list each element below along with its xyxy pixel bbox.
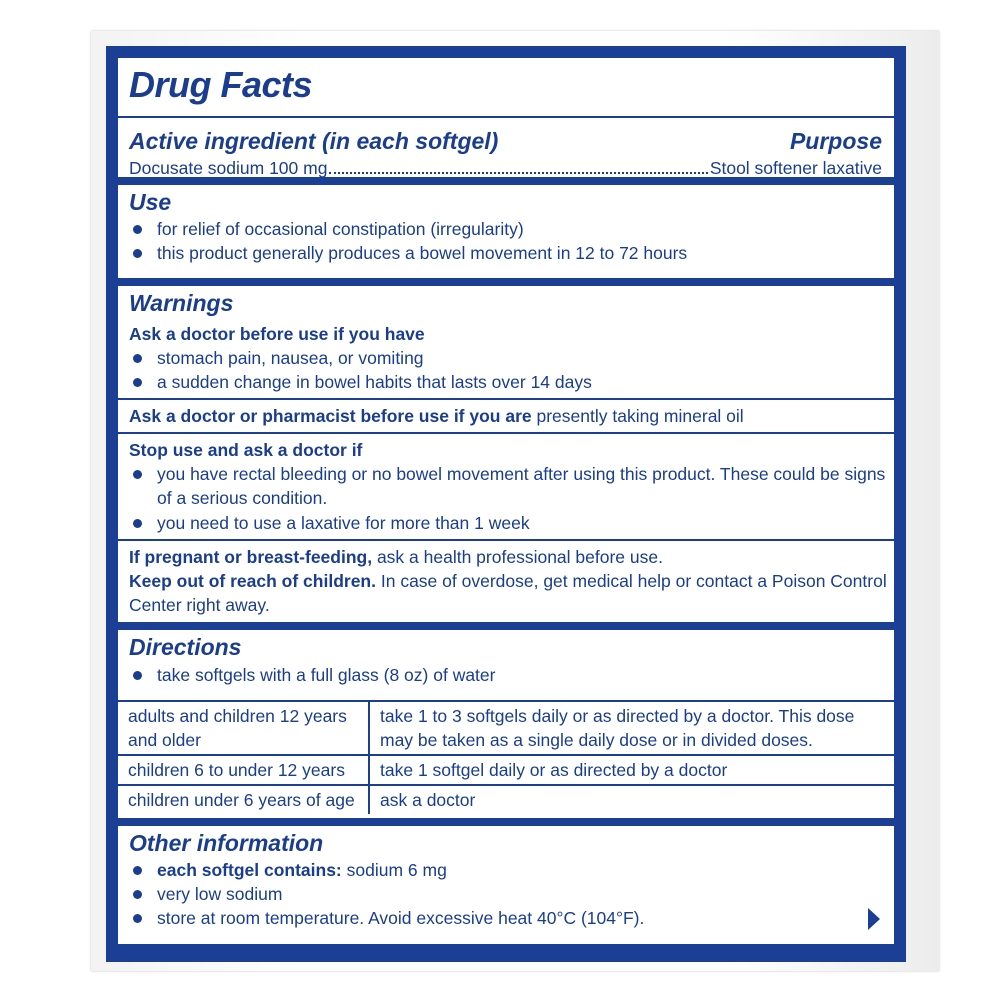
active-ingredient-section — [118, 58, 894, 177]
bullet-icon — [133, 470, 142, 479]
bullet-icon — [133, 378, 142, 387]
active-ingredient-heading: Active ingredient (in each softgel) — [129, 128, 499, 154]
other-information-section: Other information each softgel contains: sodium 6 mg very low sodium store at room temperature. Avoid excessive heat 40°C (104°F). — [118, 826, 894, 944]
table-cell: children 6 to under 12 years — [118, 755, 369, 785]
warnings-divider — [118, 539, 894, 541]
ask-pharmacist-line: Ask a doctor or pharmacist before use if you are presently taking mineral oil — [129, 406, 744, 426]
other-information-heading: Other information — [129, 830, 324, 856]
bullet-icon — [133, 225, 142, 234]
purpose-heading: Purpose — [789, 128, 882, 154]
table-cell: children under 6 years of age — [118, 785, 369, 814]
use-section: Use for relief of occasional constipation (irregularity) this product generally produces a bowel movement in 12 to 72 hours — [118, 185, 894, 278]
drug-facts-label — [106, 46, 906, 962]
ask-doctor-heading: Ask a doctor before use if you have — [129, 324, 425, 344]
bullet-icon — [133, 671, 142, 680]
ingredient-purpose: Stool softener laxative — [709, 158, 882, 178]
bullet-icon — [133, 890, 142, 899]
dot-leader — [329, 157, 707, 174]
ingredient-name: Docusate sodium 100 mg — [129, 158, 328, 178]
table-cell: adults and children 12 years and older — [118, 701, 369, 755]
table-row — [118, 755, 894, 785]
warnings-heading: Warnings — [129, 290, 234, 316]
warnings-divider — [118, 432, 894, 434]
table-cell: take 1 to 3 softgels daily or as directed by a doctor. This dose may be taken as a single daily dose or in divided doses. — [369, 701, 894, 755]
warnings-divider — [118, 398, 894, 400]
bullet-icon — [133, 914, 142, 923]
table-cell: take 1 softgel daily or as directed by a doctor — [369, 755, 894, 785]
title-rule — [118, 116, 894, 118]
bullet-icon — [133, 519, 142, 528]
table-row — [118, 701, 894, 755]
bullet-icon — [133, 354, 142, 363]
dosage-table — [118, 700, 894, 814]
directions-section: Directions take softgels with a full glass (8 oz) of water adults and children 12 years and older take 1 to 3 softgels daily or as directed by a doctor. This dose may be taken as a single daily dose or in divided doses. children 6 to under 12 years take 1 softgel daily or as directed by a doctor children under 6 years of age ask a doctor — [118, 630, 894, 818]
warnings-section: Warnings Ask a doctor before use if you have stomach pain, nausea, or vomiting a sudden change in bowel habits that lasts over 14 days Ask a doctor or pharmacist before use if you are presently taking mineral oil Stop use and ask a doctor if you have rectal bleeding or no bowel movement after using this product. These could be signs of a serious condition. you need to use a laxative for more than 1 week If pregnant or breast-feeding, ask a health professional before use. Keep out of reach of children. In case of overdose, get medical help or contact a Poison Control Center right away. — [118, 286, 894, 622]
continue-arrow-icon — [868, 908, 880, 930]
bullet-icon — [133, 866, 142, 875]
table-cell: ask a doctor — [369, 785, 894, 814]
bullet-icon — [133, 249, 142, 258]
use-heading: Use — [129, 189, 172, 215]
pregnant-line: If pregnant or breast-feeding, ask a health professional before use. — [129, 547, 663, 567]
keep-out-line: Keep out of reach of children. In case of overdose, get medical help or contact a Poison Control — [129, 571, 887, 591]
stop-use-heading: Stop use and ask a doctor if — [129, 440, 363, 460]
label-title: Drug Facts — [129, 64, 313, 105]
ingredient-row — [129, 157, 882, 179]
keep-out-line-2: Center right away. — [129, 595, 270, 615]
list-item-continuation: of a serious condition. — [157, 488, 328, 508]
directions-heading: Directions — [129, 634, 242, 660]
table-row — [118, 785, 894, 814]
